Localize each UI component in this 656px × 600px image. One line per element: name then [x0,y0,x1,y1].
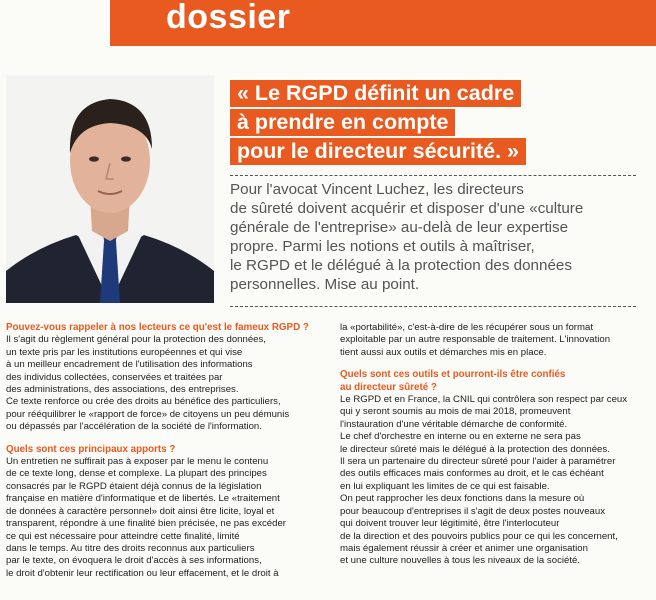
portrait-photo [6,75,214,303]
question-heading: Quels sont ces outils et pourront-ils être confiés au directeur sûreté ? [340,369,566,393]
answer-paragraph: Le RGPD et en France, la CNIL qui contrôlera son respect par ceux qui y seront soumis au mois de mai 2018, promeuvent l'instauration d'une véritable démarche de conformité. Le chef d'orchestre en interne ou en externe ne sera pas le directeur sûreté mais le délégué à la protection des données. Il sera un partenaire du directeur sûreté pour l'aider à paramétrer des outils efficaces mais conformes au droit, et le cas échéant en lui expliquant les limites de ce qui est faisable. On peut rapprocher les deux fonctions dans la mesure où pour beaucoup d'entreprises il s'agit de deux postes nouveaux qui doivent trouver leur légitimité, être l'interlocuteur de la direction et des pouvoirs publics pour ce qui les concernent, mais également réussir à créer et animer une organisation et une culture nouvelles à tous les niveaux de la société. [340,394,628,567]
headline-line: pour le directeur sécurité. » [230,138,526,165]
headline-line: à prendre en compte [230,109,455,136]
answer-paragraph: Il s'agit du règlement général pour la protection des données, un texte pris par les institutions européennes et qui vise à un meilleur encadrement de l'utilisation des informations des individus collectées, conservées et traitées par des administrations, des associations, des entreprises. Ce texte renforce ou crée des droits au bénéfice des particuliers, pour rééquilibrer le «rapport de force» de citoyens un peu démunis ou dépassés par l'accélération de la société de l'information. [6,334,290,433]
divider-bottom [230,306,636,307]
intro-line: propre. Parmi les notions et outils à maîtriser, [230,238,535,255]
article-column-right [340,322,652,568]
pull-quote-headline [230,80,630,167]
answer-paragraph: la «portabilité», c'est-à-dire de les récupérer sous un format exploitable par un autre responsable de traitement. L'innovation tient aussi aux outils et démarches mis en place. [340,322,611,358]
intro-line: le RGPD et le délégué à la protection des données [230,257,572,274]
answer-paragraph: Un entretien ne suffirait pas à exposer par le menu le contenu de ce texte long, dense et complexe. La plupart des principes consacrés par le RGPD étaient déjà connus de la législation française en matière d'informatique et de libertés. Le «traitement de données à caractère personnel» doit ainsi être licite, loyal et transparent, répondre à une finalité bien précisée, ne pas excéder ce qui est nécessaire pour atteindre cette finalité, limité dans le temps. Au titre des droits reconnus aux particuliers par le texte, on évoquera le droit d'accès à ses informations, le droit d'obtenir leur rectification ou leur effacement, et le droit à [6,456,286,579]
intro-line: Pour l'avocat Vincent Luchez, les directeurs [230,181,524,198]
article-column-left [6,322,328,580]
intro-line: générale de l'entreprise» au-delà de leur expertise [230,219,569,236]
intro-paragraph [230,180,640,294]
section-title: dossier [166,0,291,36]
intro-line: de sûreté doivent acquérir et disposer d'une «culture [230,200,584,217]
section-header-band [110,0,656,46]
question-heading: Pouvez-vous rappeler à nos lecteurs ce qu'est le fameux RGPD ? [6,322,309,333]
intro-line: personnelles. Mise au point. [230,276,420,293]
divider-top [230,175,636,176]
portrait-icon [6,75,214,303]
headline-line: « Le RGPD définit un cadre [230,80,521,107]
question-heading: Quels sont ces principaux apports ? [6,443,176,455]
